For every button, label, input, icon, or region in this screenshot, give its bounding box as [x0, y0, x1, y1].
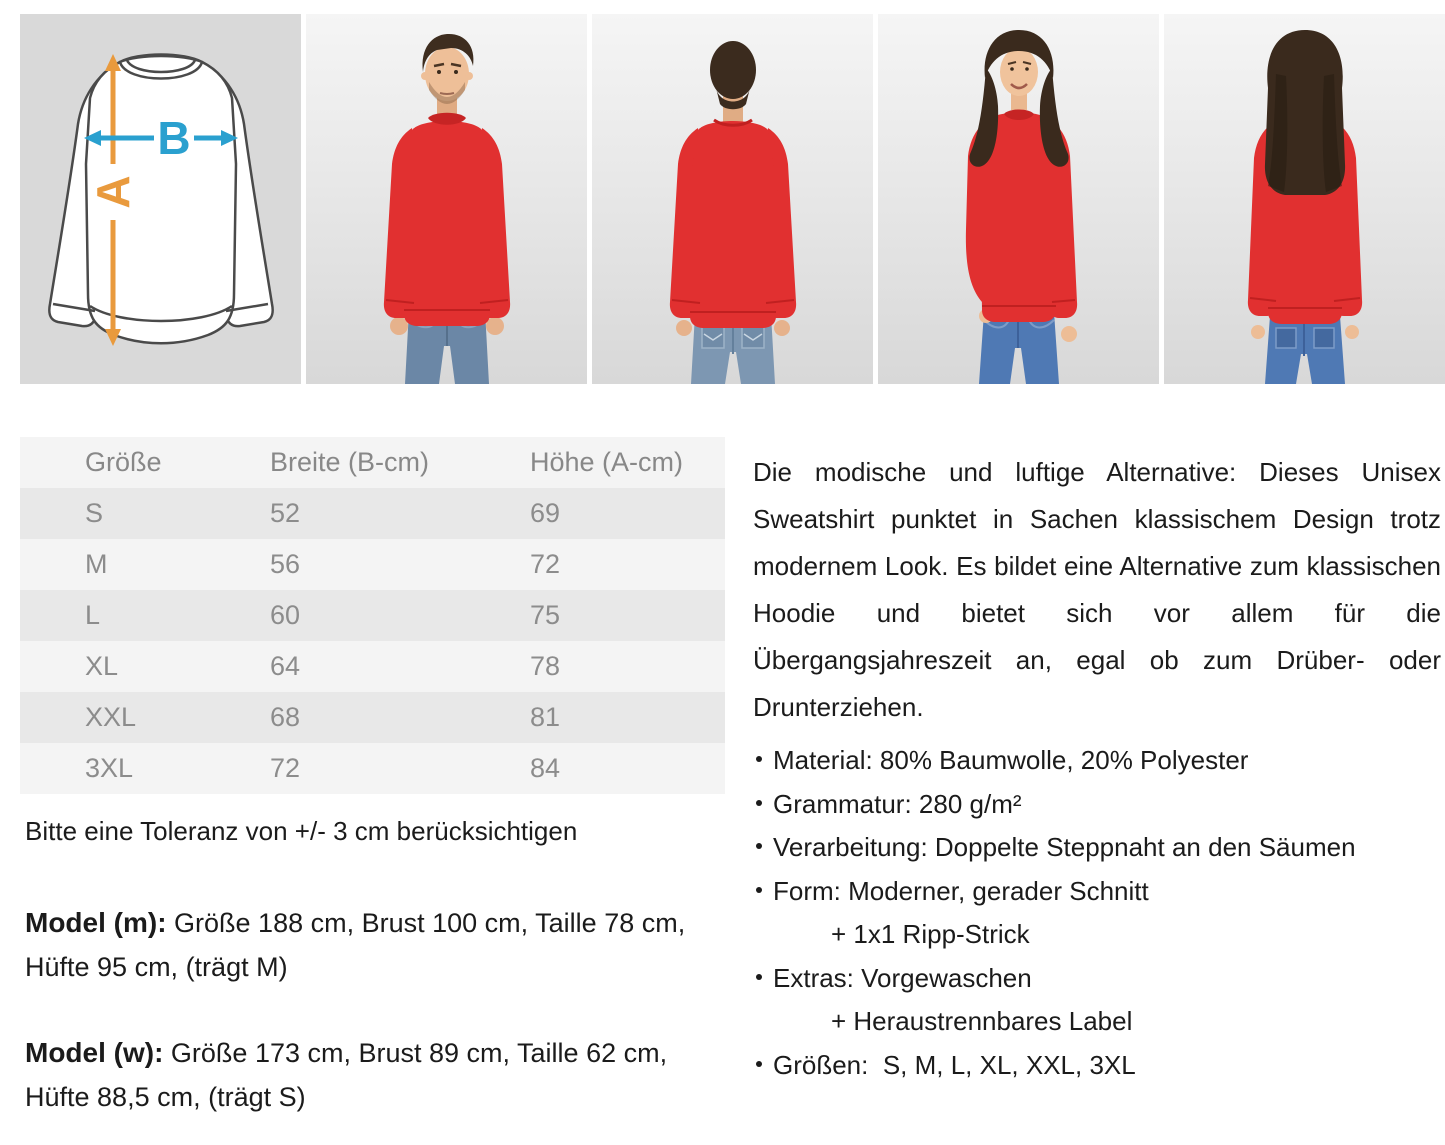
female-hair-back — [1265, 30, 1345, 195]
table-row — [20, 641, 725, 692]
width-cell: 68 — [270, 702, 301, 732]
male-model-front-photo — [306, 14, 587, 384]
table-row — [20, 743, 725, 794]
feature-groessen: Größen: S, M, L, XL, XXL, 3XL — [753, 1044, 1441, 1088]
table-row — [20, 692, 725, 743]
diagram-label-b: B — [157, 112, 191, 164]
feature-verarbeitung: Verarbeitung: Doppelte Steppnaht an den Säumen — [753, 826, 1441, 870]
size-table-header: Größe — [85, 447, 162, 477]
size-table — [20, 437, 725, 794]
size-table-header: Höhe (A-cm) — [530, 447, 684, 477]
male-front-illustration — [306, 14, 587, 384]
size-cell: XXL — [85, 702, 137, 732]
width-cell: 72 — [270, 753, 301, 783]
feature-grammatur: Grammatur: 280 g/m² — [753, 783, 1441, 827]
width-cell: 64 — [270, 651, 301, 681]
size-diagram-panel — [20, 14, 301, 384]
feature-extras: Extras: Vorgewaschen + Heraustrennbares Label — [753, 957, 1441, 1044]
female-back-illustration — [1164, 14, 1445, 384]
height-cell: 78 — [530, 651, 561, 681]
table-row — [20, 488, 725, 539]
female-front-illustration — [878, 14, 1159, 384]
red-sweatshirt-front — [384, 113, 510, 326]
height-cell: 84 — [530, 753, 561, 783]
model-m-text: Größe 188 cm, Brust 100 cm, Taille 78 cm, Hüfte 95 cm, (trägt M) — [25, 908, 686, 982]
feature-list — [753, 739, 1441, 1087]
size-cell: XL — [85, 651, 119, 681]
feature-material: Material: 80% Baumwolle, 20% Polyester — [753, 739, 1441, 783]
diagram-label-a: A — [87, 175, 139, 209]
feature-extras-sub: + Heraustrennbares Label — [831, 1006, 1133, 1036]
model-w-info — [25, 1031, 720, 1119]
model-m-label: Model (m): — [25, 907, 167, 938]
female-model-back-photo — [1164, 14, 1445, 384]
height-cell: 75 — [530, 600, 561, 630]
size-cell: 3XL — [85, 753, 134, 783]
product-image-row — [20, 14, 1445, 384]
height-cell: 69 — [530, 498, 561, 528]
tolerance-note: Bitte eine Toleranz von +/- 3 cm berücksichtigen — [25, 816, 578, 846]
table-row — [20, 590, 725, 641]
size-table-header-row — [20, 437, 725, 488]
width-cell: 52 — [270, 498, 301, 528]
feature-form-sub: + 1x1 Ripp-Strick — [831, 919, 1030, 949]
red-sweatshirt-back — [670, 120, 796, 328]
product-description: Die modische und luftige Alternative: Dieses Unisex Sweatshirt punktet in Sachen klassischem Design trotz modernem Look. Es bildet eine Alternative zum klassischen Hoodie und bietet sich vor allem für die Übergangsjahreszeit an, egal ob zum Drüber- oder Drunterziehen. — [753, 457, 1441, 722]
size-cell: M — [85, 549, 108, 579]
width-cell: 56 — [270, 549, 301, 579]
male-back-illustration — [592, 14, 873, 384]
size-table-header: Breite (B-cm) — [270, 447, 430, 477]
size-cell: L — [85, 600, 101, 630]
model-w-text: Größe 173 cm, Brust 89 cm, Taille 62 cm, Hüfte 88,5 cm, (trägt S) — [25, 1038, 668, 1112]
model-w-label: Model (w): — [25, 1037, 164, 1068]
male-model-back-photo — [592, 14, 873, 384]
female-model-front-photo — [878, 14, 1159, 384]
table-row — [20, 539, 725, 590]
size-cell: S — [85, 498, 104, 528]
height-cell: 81 — [530, 702, 561, 732]
feature-form: Form: Moderner, gerader Schnitt + 1x1 Ripp-Strick — [753, 870, 1441, 957]
size-diagram-illustration — [20, 14, 301, 384]
model-m-info — [25, 901, 720, 989]
width-cell: 60 — [270, 600, 301, 630]
height-cell: 72 — [530, 549, 561, 579]
